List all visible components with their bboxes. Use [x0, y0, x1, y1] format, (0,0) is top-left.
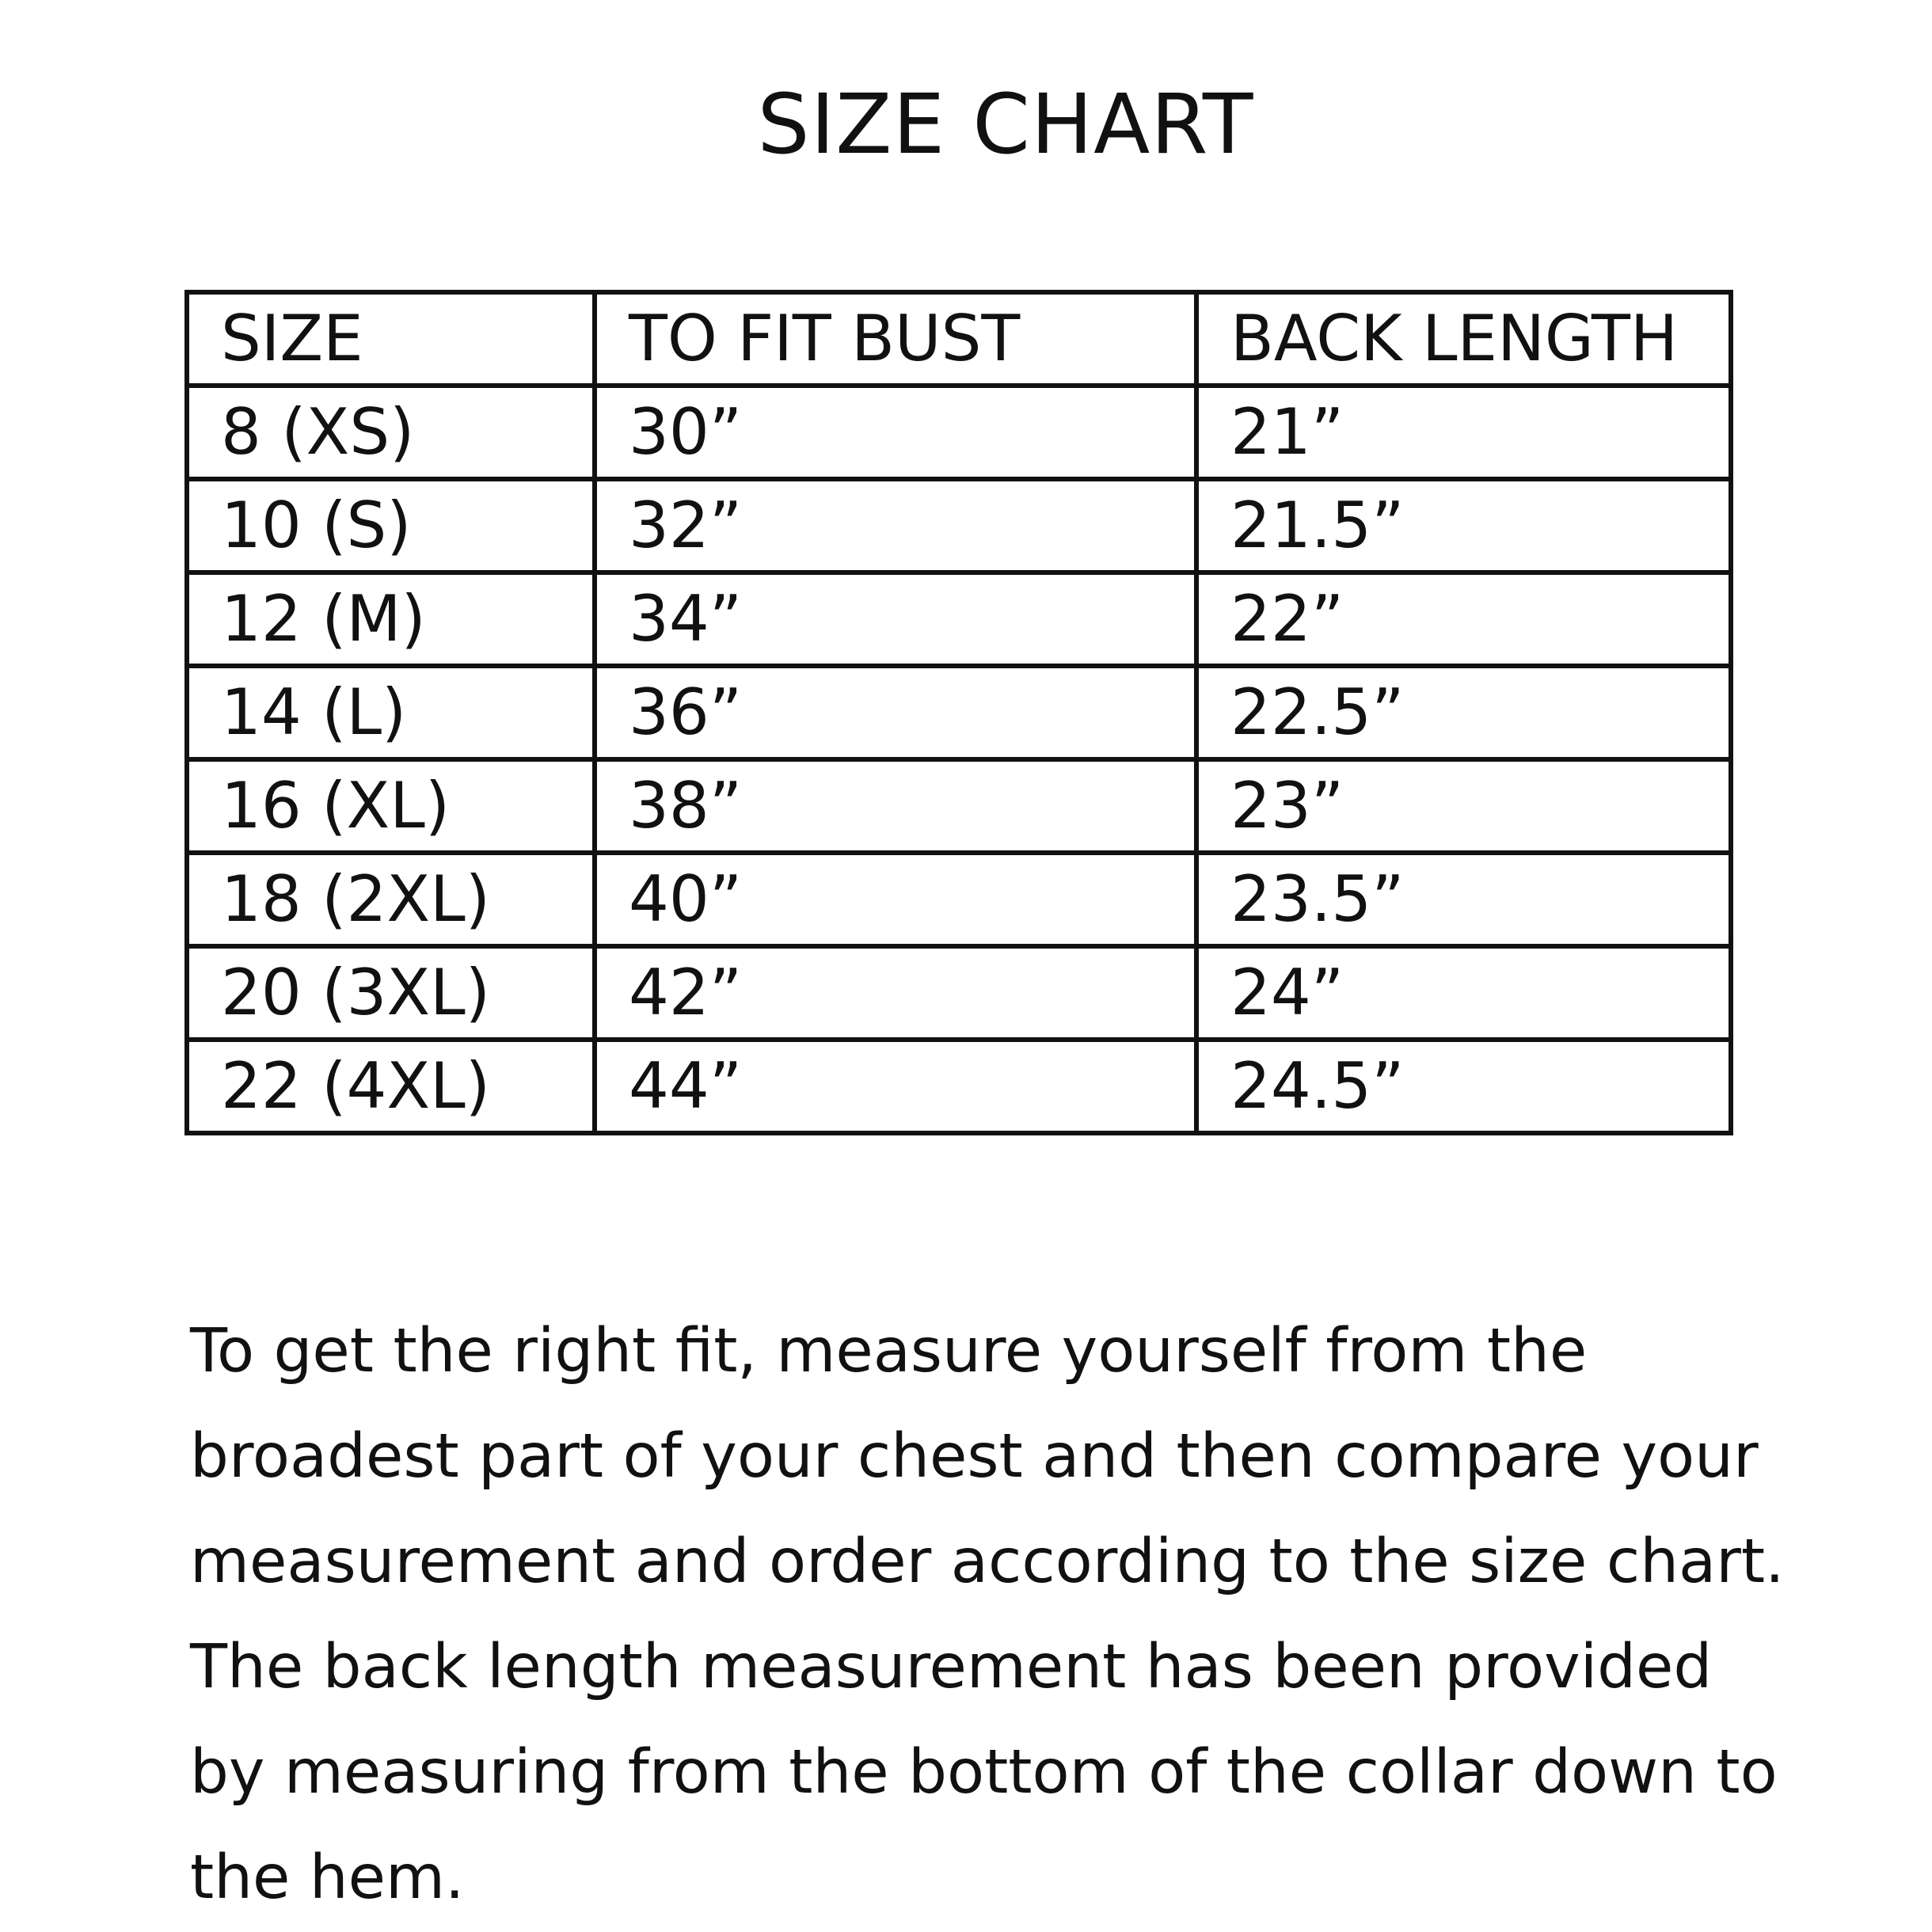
- page-title: SIZE CHART: [757, 76, 1254, 173]
- cell-back-length: 23.5”: [1196, 853, 1731, 946]
- table-row: [187, 759, 1731, 853]
- table-body: [187, 386, 1731, 1133]
- table-row: [187, 666, 1731, 759]
- cell-size: 8 (XS): [187, 386, 595, 479]
- header-row: [187, 292, 1731, 386]
- cell-back-length: 23”: [1196, 759, 1731, 853]
- cell-bust: 40”: [595, 853, 1196, 946]
- cell-bust: 32”: [595, 479, 1196, 572]
- table-row: [187, 572, 1731, 666]
- cell-back-length: 21”: [1196, 386, 1731, 479]
- header-size: SIZE: [187, 292, 595, 386]
- cell-bust: 30”: [595, 386, 1196, 479]
- cell-bust: 36”: [595, 666, 1196, 759]
- header-to-fit-bust: TO FIT BUST: [595, 292, 1196, 386]
- size-table: [184, 290, 1733, 1135]
- cell-bust: 42”: [595, 946, 1196, 1040]
- cell-back-length: 24”: [1196, 946, 1731, 1040]
- table-row: [187, 1040, 1731, 1133]
- cell-bust: 44”: [595, 1040, 1196, 1133]
- fit-instructions: To get the right fit, measure yourself from the broadest part of your chest and then compare your measurement and order according to the size chart. The back length measurement has been provided by measuring from the bottom of the collar down to the hem.: [190, 1316, 1785, 1913]
- cell-size: 18 (2XL): [187, 853, 595, 946]
- table-row: [187, 946, 1731, 1040]
- cell-size: 12 (M): [187, 572, 595, 666]
- cell-back-length: 22.5”: [1196, 666, 1731, 759]
- cell-size: 16 (XL): [187, 759, 595, 853]
- cell-back-length: 24.5”: [1196, 1040, 1731, 1133]
- cell-bust: 34”: [595, 572, 1196, 666]
- cell-bust: 38”: [595, 759, 1196, 853]
- cell-size: 22 (4XL): [187, 1040, 595, 1133]
- cell-size: 14 (L): [187, 666, 595, 759]
- header-back-length: BACK LENGTH: [1196, 292, 1731, 386]
- cell-size: 10 (S): [187, 479, 595, 572]
- cell-back-length: 22”: [1196, 572, 1731, 666]
- table-row: [187, 853, 1731, 946]
- table-row: [187, 479, 1731, 572]
- cell-size: 20 (3XL): [187, 946, 595, 1040]
- table-header: [187, 292, 1731, 386]
- table-row: [187, 386, 1731, 479]
- cell-back-length: 21.5”: [1196, 479, 1731, 572]
